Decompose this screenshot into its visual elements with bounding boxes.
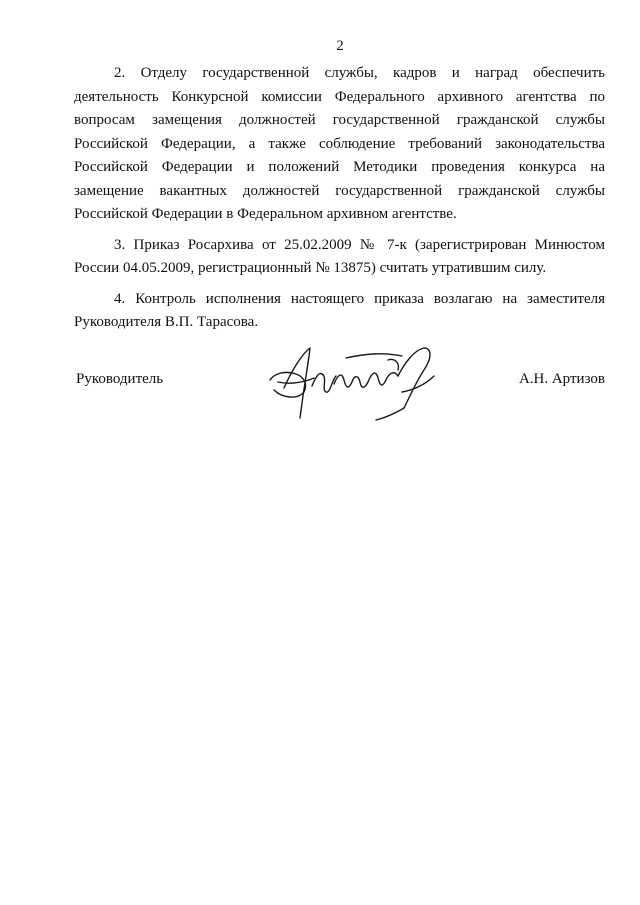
- paragraph-2: 2. Отделу государственной службы, кадров и наград обеспечить деятельность Конкурсной комиссии Федерального архивного агентства по вопросам замещения должностей государственной гражданской службы Российской Федерации, а также соблюдение требований законодательства Российской Федерации и положений Методики проведения конкурса на замещение вакантных должностей государственной гражданской службы Российской Федерации в Федеральном архивном агентстве.: [74, 65, 605, 222]
- page-number: 2: [336, 38, 344, 54]
- signature-block: [74, 340, 605, 430]
- paragraph-4: 4. Контроль исполнения настоящего приказа возлагаю на заместителя Руководителя В.П. Тарасова.: [74, 290, 605, 330]
- signatory-position: Руководитель: [76, 371, 164, 387]
- signatory-name: А.Н. Артизов: [518, 371, 605, 387]
- handwritten-signature: [264, 340, 454, 425]
- document-body: [74, 62, 605, 342]
- paragraph-3: 3. Приказ Росархива от 25.02.2009 № 7-к (зарегистрирован Минюстом России 04.05.2009, регистрационный № 13875) считать утратившим силу.: [74, 236, 605, 276]
